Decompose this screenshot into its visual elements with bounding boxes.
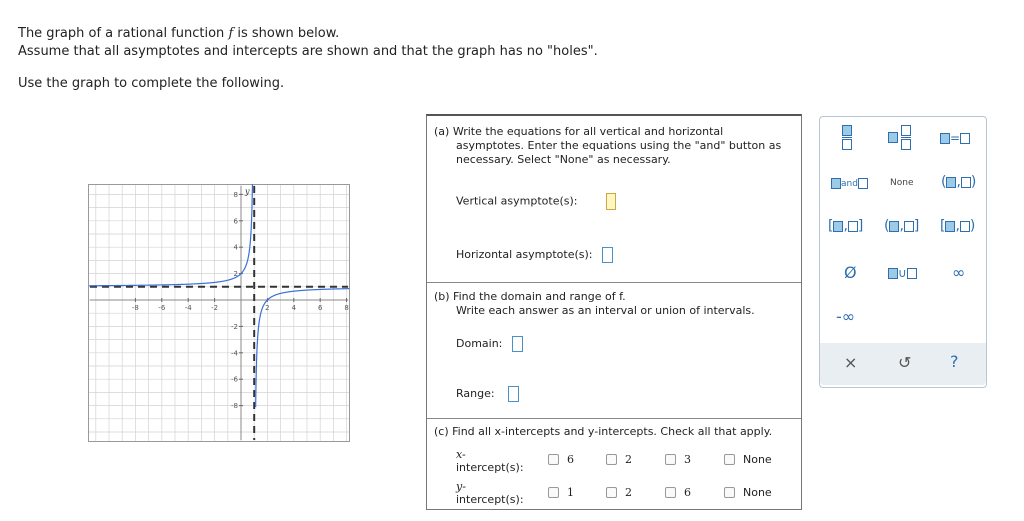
y-intercept-option-none[interactable]: None (724, 486, 772, 499)
empty-set-button[interactable]: Ø (844, 263, 857, 282)
y-tick-label: 8 (233, 190, 238, 199)
fraction-tool[interactable] (842, 125, 852, 150)
x-tick-label: -4 (184, 304, 192, 312)
x-intercept-option-2[interactable]: 2 (606, 453, 632, 466)
function-curve-right-branch (256, 289, 350, 407)
y-tick-label: -6 (231, 375, 238, 384)
mixed-number-tool[interactable] (888, 125, 911, 150)
y-intercept-option-2[interactable]: 2 (606, 486, 632, 499)
horizontal-asymptote-row (456, 247, 613, 263)
horizontal-asymptote-label: Horizontal asymptote(s): (456, 248, 593, 261)
x-intercept-option-3[interactable]: 3 (665, 453, 691, 466)
none-button[interactable]: None (890, 178, 914, 188)
question-panel (426, 114, 802, 510)
vertical-asymptote-label: Vertical asymptote(s): (456, 194, 578, 208)
rational-function-graph (88, 184, 350, 442)
x-tick-label: -6 (158, 304, 166, 312)
domain-row (456, 336, 523, 352)
clear-icon[interactable]: × (844, 353, 858, 372)
divider-b-c (427, 418, 801, 419)
closed-interval-tool[interactable]: [ , ] (828, 218, 864, 234)
x-tick-label: -2 (211, 304, 219, 312)
equals-tool[interactable]: = (940, 131, 970, 145)
x-tick-label: -8 (131, 304, 139, 312)
domain-label: Domain: (456, 337, 503, 350)
graph-grid (89, 185, 350, 442)
y-tick-label: -4 (231, 349, 238, 358)
part-a-prompt: (a) Write the equations for all vertical and horizontal asymptotes. Enter the equations using the "and" button as necessary. Select "None" as necessary. (434, 125, 782, 166)
y-intercept-option-1[interactable]: 1 (548, 486, 574, 499)
intro-line-3: Use the graph to complete the following. (18, 76, 285, 91)
x-intercept-option-none[interactable]: None (724, 453, 772, 466)
negative-infinity-button[interactable]: -∞ (836, 307, 856, 326)
x-intercept-label: x- intercept(s): (456, 448, 524, 474)
x-tick-label: 2 (265, 304, 270, 312)
y-tick-label: 2 (233, 270, 238, 279)
intro-line-1: The graph of a rational function f is shown below. (18, 26, 340, 41)
half-open-left-interval-tool[interactable]: ( , ] (884, 218, 920, 234)
x-tick-label: 8 (344, 304, 349, 312)
range-input[interactable] (508, 386, 519, 402)
help-icon[interactable]: ? (950, 352, 959, 371)
y-tick-label: -2 (231, 322, 238, 331)
undo-icon[interactable]: ↺ (898, 353, 912, 372)
union-tool[interactable]: ∪ (888, 266, 917, 280)
x-tick-label: 6 (317, 304, 323, 312)
intro-line-2: Assume that all asymptotes and intercepts are shown and that the graph has no "holes". (18, 44, 598, 59)
half-open-right-interval-tool[interactable]: [ , ) (940, 218, 976, 234)
y-intercept-option-6[interactable]: 6 (665, 486, 691, 499)
vertical-asymptote-row (456, 193, 616, 210)
and-button[interactable]: and (831, 178, 868, 189)
part-c-prompt: (c) Find all x-intercepts and y-intercepts. Check all that apply. (434, 425, 773, 438)
domain-input[interactable] (512, 336, 523, 352)
x-tick-label: 4 (291, 304, 297, 312)
y-tick-label: 6 (233, 217, 238, 226)
y-axis-label: y (245, 187, 250, 196)
y-intercept-label: y- intercept(s): (456, 480, 524, 506)
horizontal-asymptote-input[interactable] (602, 247, 613, 263)
y-tick-label: 4 (233, 243, 238, 252)
range-label: Range: (456, 387, 495, 400)
toolbar-actions (820, 343, 986, 385)
part-b-prompt: (b) Find the domain and range of f. Write each answer as an interval or union of intervals. (434, 290, 755, 317)
math-toolbar (819, 116, 987, 388)
vertical-asymptote-input[interactable] (606, 193, 616, 210)
y-tick-label: -8 (231, 402, 238, 411)
divider-a-b (427, 282, 801, 283)
range-row (456, 386, 519, 402)
infinity-button[interactable]: ∞ (952, 263, 966, 282)
x-intercept-option-6[interactable]: 6 (548, 453, 574, 466)
open-interval-tool[interactable]: ( , ) (941, 174, 977, 190)
